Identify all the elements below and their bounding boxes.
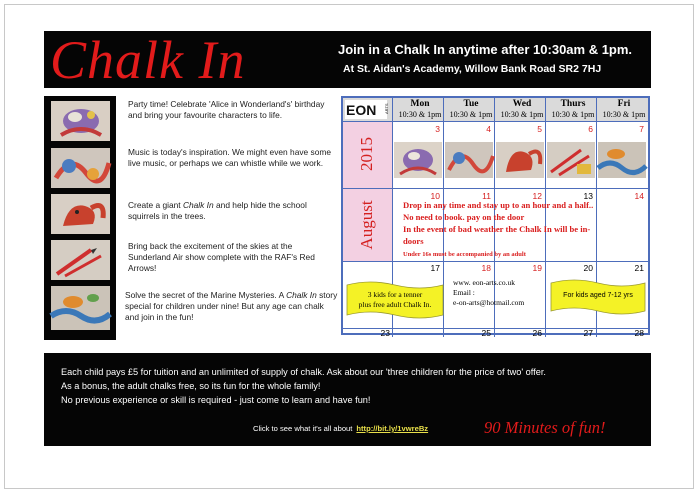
footer-pricing: Each child pays £5 for tuition and an unlimited of supply of chalk. Ask about our 'three children for the price of two' offer.	[61, 367, 546, 377]
day-times: 10:30 & 1pm	[449, 110, 493, 119]
address-line: At St. Aidan's Academy, Willow Bank Road SR2 7HJ	[343, 63, 602, 75]
date-11: 11	[482, 191, 491, 201]
footer-experience: No previous experience or skill is required - just come to learn and have fun!	[61, 395, 371, 405]
day-header-wed	[497, 99, 547, 120]
calendar-photo-squirrel	[496, 142, 544, 178]
page-title: Chalk In	[50, 30, 246, 90]
blurb-music: Music is today's inspiration. We might even have some live music, or perhaps we can whistle while we work.	[128, 147, 331, 168]
blurb-red-arrows: Bring back the excitement of the skies at the Sunderland Air show complete with the RAF's Red Arrows!	[128, 241, 315, 273]
date-10: 10	[430, 191, 440, 201]
calendar-photo-alice	[394, 142, 442, 178]
calendar	[341, 96, 650, 338]
notice-bad-weather: In the event of bad weather the Chalk In will be in-	[403, 224, 591, 234]
date-14: 14	[634, 191, 644, 201]
photo-strip	[44, 96, 116, 340]
blurb-squirrels: Create a giant Chalk In and help hide the school squirrels in the trees.	[128, 200, 307, 221]
month-label: August	[357, 200, 376, 250]
date-17: 17	[430, 263, 440, 273]
age-banner-text: For kids aged 7-12 yrs	[563, 292, 633, 299]
day-times: 10:30 & 1pm	[551, 110, 595, 119]
date-28: 28	[634, 328, 644, 338]
notice-indoors: doors	[403, 236, 424, 246]
day-header-thurs	[548, 99, 598, 120]
date-20: 20	[583, 263, 593, 273]
day-name: Tue	[463, 99, 479, 109]
day-name: Fri	[617, 99, 631, 109]
footer-bonus: As a bonus, the adult chalks free, so its fun for the whole family!	[61, 381, 321, 391]
price-banner	[345, 279, 445, 321]
day-header-mon	[395, 99, 445, 120]
contact-website: www. eon-arts.co.uk	[453, 278, 515, 287]
photo-squirrel-chalk-art	[51, 194, 110, 234]
calendar-photo-music	[445, 142, 493, 178]
date-21: 21	[634, 263, 644, 273]
photo-alice-chalk-art	[51, 101, 110, 141]
date-12: 12	[532, 191, 542, 201]
date-4: 4	[486, 124, 491, 134]
day-times: 10:30 & 1pm	[602, 110, 646, 119]
date-3: 3	[435, 124, 440, 134]
date-13: 13	[583, 191, 593, 201]
header-banner	[44, 31, 651, 88]
year-label: 2015	[357, 137, 376, 171]
day-header-fri	[599, 99, 649, 120]
date-23: 23	[380, 328, 390, 338]
price-line-2: plus free adult Chalk In.	[358, 300, 432, 309]
contact-block	[453, 278, 524, 308]
day-times: 10:30 & 1pm	[500, 110, 544, 119]
age-banner	[549, 277, 647, 317]
photo-red-arrows-chalk-art	[51, 240, 110, 280]
info-link[interactable]: http://bit.ly/1vwreBz	[356, 424, 429, 433]
footer-banner	[44, 353, 651, 446]
join-line: Join in a Chalk In anytime after 10:30am & 1pm.	[338, 42, 633, 57]
calendar-photo-marine	[598, 142, 646, 178]
blurb-alice: Party time! Celebrate 'Alice in Wonderland's' birthday and bring your favourite characters to life.	[128, 99, 325, 120]
svg-text:EON: EON	[346, 102, 377, 118]
calendar-photo-red-arrows	[547, 142, 595, 178]
notice-drop-in: Drop in any time and stay up to an hour and a half..	[403, 200, 594, 210]
calendar-header	[343, 98, 648, 122]
click-prompt	[253, 424, 428, 433]
photo-marine-chalk-art	[51, 286, 110, 330]
contact-email: e-on-arts@hotmail.com	[453, 298, 525, 307]
notice-no-booking: No need to book. pay on the door	[403, 212, 525, 222]
date-5: 5	[537, 124, 542, 134]
contact-email-label: Email :	[453, 288, 475, 297]
click-text: Click to see what it's all about	[253, 424, 353, 433]
day-name: Mon	[410, 99, 430, 109]
date-26: 26	[532, 328, 542, 338]
blurb-marine: Solve the secret of the Marine Mysteries. A Chalk In story special for children under nine! But any age can chalk and join in the fun!	[125, 290, 338, 322]
month-cell	[343, 189, 392, 261]
tagline: 90 Minutes of fun!	[484, 418, 606, 437]
date-19: 19	[532, 263, 542, 273]
date-6: 6	[588, 124, 593, 134]
date-7: 7	[639, 124, 644, 134]
date-18: 18	[481, 263, 491, 273]
notice-under-16: Under 16s must be accompanied by an adult	[403, 251, 526, 258]
date-27: 27	[583, 328, 593, 338]
day-name: Wed	[512, 99, 532, 109]
day-times: 10:30 & 1pm	[398, 110, 442, 119]
svg-text:ARTS: ARTS	[384, 103, 389, 114]
day-name: Thurs	[560, 99, 586, 109]
year-cell	[343, 122, 392, 188]
price-line-1: 3 kids for a tenner	[367, 290, 423, 299]
eon-arts-logo	[345, 100, 387, 119]
day-header-tue	[446, 99, 496, 120]
photo-music-chalk-art	[51, 148, 110, 188]
date-25: 25	[481, 328, 491, 338]
